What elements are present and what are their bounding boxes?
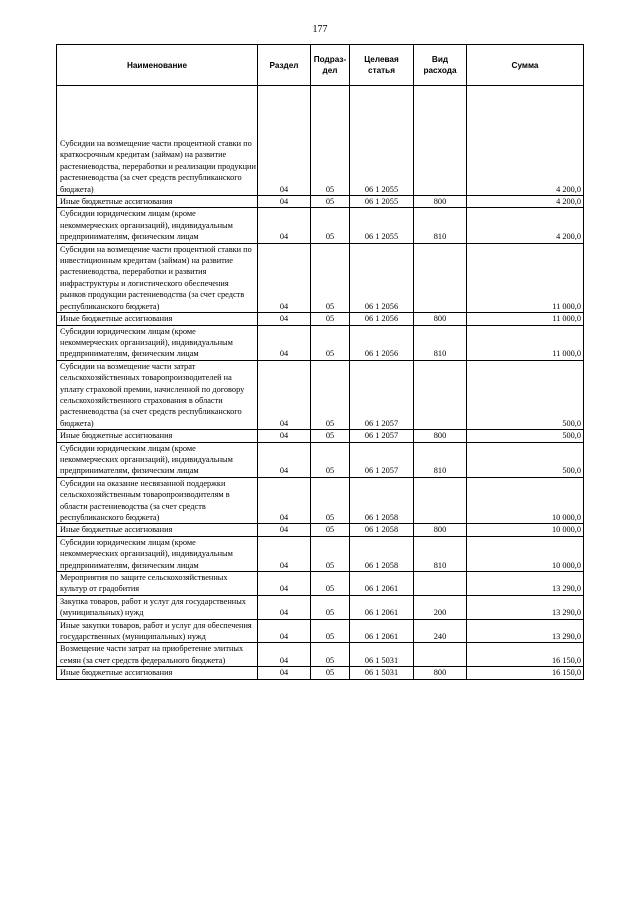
row-subsection: 05	[311, 313, 350, 325]
row-sum: 13 290,0	[467, 595, 584, 619]
row-section: 04	[258, 667, 311, 679]
page-number: 177	[312, 24, 328, 35]
row-name: Субсидии юридическим лицам (кроме некоммерческих организаций), индивидуальным предпринимателям, физическим лицам	[57, 208, 258, 243]
row-type: 810	[414, 442, 467, 477]
row-type: 800	[414, 313, 467, 325]
row-subsection: 05	[311, 208, 350, 243]
table-row	[57, 138, 584, 196]
row-name: Возмещение части затрат на приобретение элитных семян (за счет средств федерального бюджета)	[57, 643, 258, 667]
row-target: 06 1 2061	[350, 595, 414, 619]
row-section: 04	[258, 524, 311, 536]
table-row	[57, 524, 584, 536]
row-target: 06 1 2061	[350, 619, 414, 643]
row-target: 06 1 2055	[350, 208, 414, 243]
row-target: 06 1 5031	[350, 643, 414, 667]
row-target: 06 1 2055	[350, 138, 414, 196]
row-section: 04	[258, 196, 311, 208]
row-type	[414, 643, 467, 667]
table-row	[57, 643, 584, 667]
row-subsection: 05	[311, 196, 350, 208]
row-sum: 4 200,0	[467, 138, 584, 196]
row-subsection: 05	[311, 536, 350, 571]
table-row	[57, 595, 584, 619]
row-subsection: 05	[311, 360, 350, 429]
row-type: 810	[414, 325, 467, 360]
row-name: Иные закупки товаров, работ и услуг для обеспечения государственных (муниципальных) нужд	[57, 619, 258, 643]
row-name: Иные бюджетные ассигнования	[57, 196, 258, 208]
row-section: 04	[258, 325, 311, 360]
row-type	[414, 243, 467, 312]
header-target: Целевая статья	[350, 45, 414, 86]
row-target: 06 1 2061	[350, 572, 414, 596]
row-section: 04	[258, 360, 311, 429]
row-subsection: 05	[311, 595, 350, 619]
row-subsection: 05	[311, 619, 350, 643]
row-section: 04	[258, 208, 311, 243]
row-section: 04	[258, 430, 311, 442]
table-row	[57, 536, 584, 571]
table-body	[57, 86, 584, 680]
table-header-row	[57, 45, 584, 86]
row-name: Субсидии на возмещение части процентной ставки по краткосрочным кредитам (займам) на развитие растениеводства, переработки и реализации продукции растениеводства (за счет средств республиканского бюджета)	[57, 138, 258, 196]
row-section: 04	[258, 313, 311, 325]
row-sum: 10 000,0	[467, 477, 584, 524]
row-type	[414, 572, 467, 596]
row-name: Субсидии на возмещение части затрат сельскохозяйственных товаропроизводителей на уплату страховой премии, начисленной по договору сельскохозяйственного страхования в области растениеводства (за счет средств республиканского бюджета)	[57, 360, 258, 429]
row-sum: 16 150,0	[467, 667, 584, 679]
row-target: 06 1 2058	[350, 536, 414, 571]
table-row	[57, 442, 584, 477]
row-name: Субсидии юридическим лицам (кроме некоммерческих организаций), индивидуальным предпринимателям, физическим лицам	[57, 325, 258, 360]
row-subsection: 05	[311, 325, 350, 360]
header-section: Раздел	[258, 45, 311, 86]
row-name: Субсидии на возмещение части процентной ставки по инвестиционным кредитам (займам) на развитие растениеводства, переработки и развития инфраструктуры и логистического обеспечения рынков продукции растениеводства (за счет средств республиканского бюджета)	[57, 243, 258, 312]
row-section: 04	[258, 643, 311, 667]
row-type: 800	[414, 196, 467, 208]
row-type: 200	[414, 595, 467, 619]
table-row	[57, 477, 584, 524]
row-sum: 16 150,0	[467, 643, 584, 667]
row-subsection: 05	[311, 138, 350, 196]
row-name: Субсидии юридическим лицам (кроме некоммерческих организаций), индивидуальным предпринимателям, физическим лицам	[57, 442, 258, 477]
row-type	[414, 138, 467, 196]
row-name: Закупка товаров, работ и услуг для государственных (муниципальных) нужд	[57, 595, 258, 619]
table-row	[57, 430, 584, 442]
table-row	[57, 243, 584, 312]
row-type: 800	[414, 524, 467, 536]
table-row	[57, 572, 584, 596]
row-target: 06 1 2057	[350, 360, 414, 429]
header-subsection: Подраз-дел	[311, 45, 350, 86]
row-type: 810	[414, 536, 467, 571]
row-sum: 500,0	[467, 442, 584, 477]
row-name: Субсидии юридическим лицам (кроме некоммерческих организаций), индивидуальным предпринимателям, физическим лицам	[57, 536, 258, 571]
row-sum: 10 000,0	[467, 524, 584, 536]
table-row	[57, 208, 584, 243]
row-target: 06 1 2056	[350, 243, 414, 312]
row-subsection: 05	[311, 524, 350, 536]
row-type: 800	[414, 430, 467, 442]
row-sum: 500,0	[467, 430, 584, 442]
table-row	[57, 313, 584, 325]
row-type	[414, 360, 467, 429]
row-section: 04	[258, 477, 311, 524]
row-target: 06 1 2057	[350, 442, 414, 477]
row-sum: 10 000,0	[467, 536, 584, 571]
row-target: 06 1 2056	[350, 325, 414, 360]
row-name: Субсидии на оказание несвязанной поддержки сельскохозяйственным товаропроизводителям в области растениеводства (за счет средств республиканского бюджета)	[57, 477, 258, 524]
row-target: 06 1 2057	[350, 430, 414, 442]
row-name: Мероприятия по защите сельскохозяйственных культур от градобития	[57, 572, 258, 596]
row-target: 06 1 2056	[350, 313, 414, 325]
row-target: 06 1 2055	[350, 196, 414, 208]
row-sum: 4 200,0	[467, 196, 584, 208]
row-name: Иные бюджетные ассигнования	[57, 524, 258, 536]
row-sum: 4 200,0	[467, 208, 584, 243]
row-sum: 13 290,0	[467, 619, 584, 643]
row-type: 810	[414, 208, 467, 243]
table-row	[57, 619, 584, 643]
row-section: 04	[258, 243, 311, 312]
row-type	[414, 477, 467, 524]
header-type: Вид расхода	[414, 45, 467, 86]
row-target: 06 1 5031	[350, 667, 414, 679]
row-name: Иные бюджетные ассигнования	[57, 667, 258, 679]
row-subsection: 05	[311, 667, 350, 679]
row-sum: 11 000,0	[467, 243, 584, 312]
row-sum: 13 290,0	[467, 572, 584, 596]
table-row	[57, 196, 584, 208]
row-sum: 11 000,0	[467, 313, 584, 325]
row-sum: 11 000,0	[467, 325, 584, 360]
row-type: 800	[414, 667, 467, 679]
row-section: 04	[258, 442, 311, 477]
budget-table	[56, 44, 584, 680]
row-subsection: 05	[311, 572, 350, 596]
table-row	[57, 325, 584, 360]
row-target: 06 1 2058	[350, 477, 414, 524]
row-subsection: 05	[311, 430, 350, 442]
row-target: 06 1 2058	[350, 524, 414, 536]
row-subsection: 05	[311, 477, 350, 524]
table-row	[57, 360, 584, 429]
table-row	[57, 667, 584, 679]
row-subsection: 05	[311, 243, 350, 312]
row-subsection: 05	[311, 442, 350, 477]
table-spacer-row	[57, 86, 584, 139]
row-section: 04	[258, 619, 311, 643]
row-type: 240	[414, 619, 467, 643]
row-sum: 500,0	[467, 360, 584, 429]
row-section: 04	[258, 572, 311, 596]
row-section: 04	[258, 138, 311, 196]
header-sum: Сумма	[467, 45, 584, 86]
header-name: Наименование	[57, 45, 258, 86]
row-name: Иные бюджетные ассигнования	[57, 313, 258, 325]
row-section: 04	[258, 595, 311, 619]
row-name: Иные бюджетные ассигнования	[57, 430, 258, 442]
row-subsection: 05	[311, 643, 350, 667]
row-section: 04	[258, 536, 311, 571]
